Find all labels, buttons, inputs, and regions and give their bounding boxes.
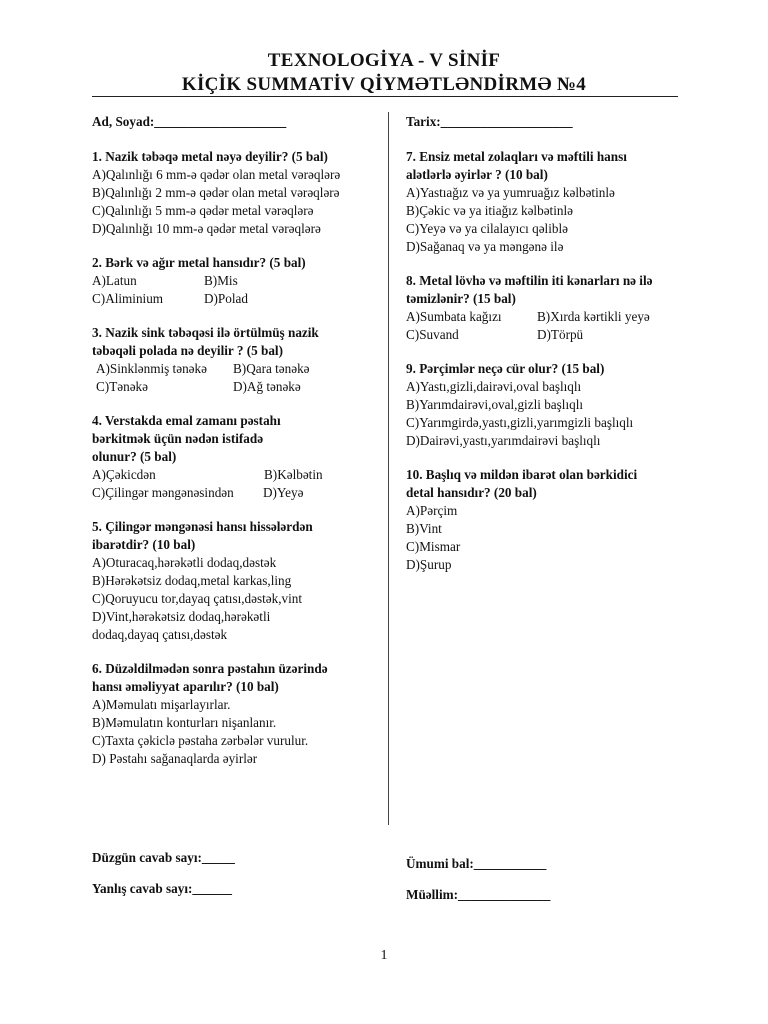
question-1 [92,148,380,238]
option-a: A)Sinklənmiş tənəkə [96,361,207,376]
option-d: D)Şurup [406,557,452,572]
right-column [406,113,678,574]
option-a: A)Məmulatı mişarlayırlar. [92,697,231,712]
correct-answers-field: Düzgün cavab sayı:_____ [92,850,235,865]
option-c: C)Tənəkə [96,379,148,394]
option-b: B)Qara tənəkə [233,361,310,376]
question-9 [406,360,678,450]
option-b: B)Qalınlığı 2 mm-ə qədər olan metal vərəqlərə [92,185,340,200]
question-title-line: ibarətdir? (10 bal) [92,537,196,552]
option-d: D)Polad [204,291,248,306]
option-a: A)Yastı,gizli,dairəvi,oval başlıqlı [406,379,582,394]
option-d: D)Törpü [537,327,584,342]
option-d: D)Vint,hərəkətsiz dodaq,hərəkətli [92,609,271,624]
question-title-line: alətlərlə əyirlər ? (10 bal) [406,167,548,182]
option-b: B)Mis [204,273,238,288]
wrong-answers-field: Yanlış cavab sayı:______ [92,881,232,896]
option-d-continued: dodaq,dayaq çatısı,dəstək [92,627,228,642]
title-divider [92,96,678,97]
question-title-line: 7. Ensiz metal zolaqları və məftili hansı [406,149,627,164]
option-a: A)Latun [92,273,137,288]
option-c: C)Aliminium [92,291,164,306]
name-field: Ad, Soyad:____________________ [92,114,287,129]
date-field: Tarix:____________________ [406,114,573,129]
question-title-line: bərkitmək üçün nədən istifadə [92,431,264,446]
question-title: 2. Bərk və ağır metal hansıdır? (5 bal) [92,255,306,270]
option-d: D)Qalınlığı 10 mm-ə qədər metal vərəqlərə [92,221,321,236]
option-d: D)Yeyə [263,485,304,500]
option-d: D) Pəstahı sağanaqlarda əyirlər [92,751,258,766]
question-4 [92,412,380,502]
option-c: C)Qalınlığı 5 mm-ə qədər metal vərəqlərə [92,203,314,218]
option-a: A)Sumbata kağızı [406,309,502,324]
question-3 [92,324,380,396]
option-a: A)Çəkicdən [92,467,156,482]
question-title-line: olunur? (5 bal) [92,449,177,464]
question-title-line: 4. Verstakda emal zamanı pəstahı [92,413,281,428]
option-c: C)Yeyə və ya cilalayıcı qəliblə [406,221,568,236]
question-title-line: 6. Düzəldilmədən sonra pəstahın üzərində [92,661,328,676]
question-title-line: detal hansıdır? (20 bal) [406,485,537,500]
option-b: B)Vint [406,521,442,536]
option-a: A)Yastıağız və ya yumruağız kəlbətinlə [406,185,615,200]
document-subtitle: KİÇİK SUMMATİV QİYMƏTLƏNDİRMƏ №4 [181,74,587,95]
question-5 [92,518,380,644]
question-title-line: 10. Başlıq və mildən ibarət olan bərkidici [406,467,638,482]
total-score-field: Ümumi bal:___________ [406,856,547,871]
question-10 [406,466,678,574]
question-title: 1. Nazik təbəqə metal nəyə deyilir? (5 bal) [92,149,328,164]
question-8 [406,272,678,344]
option-c: C)Qoruyucu tor,dayaq çatısı,dəstək,vint [92,591,303,606]
option-c: C)Yarımgirdə,yastı,gizli,yarımgizli başlıqlı [406,415,634,430]
left-column [92,113,380,768]
question-title-line: hansı əməliyyat aparılır? (10 bal) [92,679,279,694]
question-6 [92,660,380,768]
option-b: B)Çəkic və ya itiağız kəlbətinlə [406,203,573,218]
question-title-line: təbəqəli polada nə deyilir ? (5 bal) [92,343,283,358]
question-title: 9. Pərçimlər neçə cür olur? (15 bal) [406,361,605,376]
option-b: B)Məmulatın konturları nişanlanır. [92,715,277,730]
option-b: B)Xırda kərtikli yeyə [537,309,650,324]
option-b: B)Kəlbətin [264,467,323,482]
option-c: C)Çilingər məngənəsindən [92,485,234,500]
column-divider [388,112,389,825]
question-title-line: təmizlənir? (15 bal) [406,291,516,306]
page-number: 1 [380,948,388,963]
option-a: A)Qalınlığı 6 mm-ə qədər olan metal vərəqlərə [92,167,341,182]
teacher-field: Müəllim:______________ [406,887,551,902]
option-d: D)Dairəvi,yastı,yarımdairəvi başlıqlı [406,433,601,448]
option-c: C)Mismar [406,539,461,554]
option-b: B)Hərəkətsiz dodaq,metal karkas,ling [92,573,292,588]
option-c: C)Suvand [406,327,459,342]
question-title-line: 5. Çilingər məngənəsi hansı hissələrdən [92,519,313,534]
document-title: TEXNOLOGİYA - V SİNİF [267,50,501,71]
option-b: B)Yarımdairəvi,oval,gizli başlıqlı [406,397,584,412]
option-a: A)Pərçim [406,503,458,518]
option-d: D)Ağ tənəkə [233,379,301,394]
option-c: C)Taxta çəkiclə pəstaha zərbələr vurulur. [92,733,309,748]
question-7 [406,148,678,256]
question-title-line: 3. Nazik sink təbəqəsi ilə örtülmüş nazik [92,325,319,340]
option-d: D)Sağanaq və ya məngənə ilə [406,239,564,254]
option-a: A)Oturacaq,hərəkətli dodaq,dəstək [92,555,277,570]
question-2 [92,254,380,308]
question-title-line: 8. Metal lövhə və məftilin iti kənarları nə ilə [406,273,653,288]
